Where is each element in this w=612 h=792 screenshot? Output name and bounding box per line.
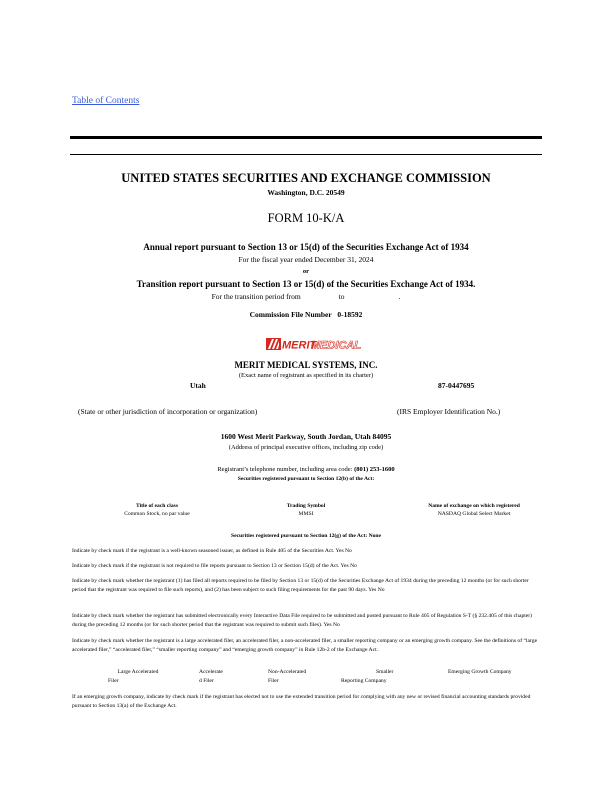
phone-number: (801) 253-1600 <box>354 466 395 473</box>
agency-location: Washington, D.C. 20549 <box>267 188 345 197</box>
sec12b-cell-exchange: NASDAQ Global Select Market <box>437 511 511 517</box>
option-non-accelerated-line1: Non-Accelerated <box>268 669 307 675</box>
transition-to-label: to <box>338 292 345 301</box>
sec12b-heading: Securities registered pursuant to Section 12(b) of the Act: <box>237 476 375 482</box>
sec12b-cell-symbol: MMSI <box>298 511 314 517</box>
state-caption: (State or other jurisdiction of incorporation or organization) <box>78 407 258 416</box>
agency-title: UNITED STATES SECURITIES AND EXCHANGE COMMISSION <box>121 171 491 185</box>
option-emerging-growth: Emerging Growth Company <box>448 669 512 675</box>
divider-thin <box>70 154 542 155</box>
check-filed-reports: Indicate by check mark whether the registrant (1) has filed all reports required to be filed by Section 13 or 15(d) of the Securities Exchange Act of 1934 during the preceding 12 months (or for such shorter period that the registrant was required to file such reports), and (2) has been subject to such filing requirements for the past 90 days. Yes No <box>72 578 529 594</box>
transition-end: . <box>398 292 401 301</box>
transition-period-line <box>0 292 612 301</box>
commission-file-number: 0-18592 <box>337 310 363 319</box>
registrant-name-caption: (Exact name of registrant as specified in its charter) <box>238 372 374 379</box>
phone-label: Registrant’s telephone number, including area code: <box>217 466 353 473</box>
check-not-required: Indicate by check mark if the registrant is not required to file reports pursuant to Section 13 or Section 15(d) of the Act. Yes No <box>72 563 357 569</box>
or-text: or <box>302 268 310 275</box>
sec12b-col-symbol: Trading Symbol <box>286 503 326 509</box>
option-large-accelerated <box>108 668 168 677</box>
divider-thick <box>70 136 542 139</box>
check-seasoned-issuer: Indicate by check mark if the registrant is a well-known seasoned issuer, as defined in Rule 405 of the Securities Act. Yes No <box>72 548 352 554</box>
ein-caption: (IRS Employer Identification No.) <box>397 407 501 416</box>
option-accelerated-line1: Accelerate <box>199 669 223 675</box>
option-smaller-line1: Smaller <box>376 669 394 675</box>
transition-from-label: For the transition period from <box>211 292 301 301</box>
logo-text-outline: MEDICAL <box>311 339 362 352</box>
annual-report-line: Annual report pursuant to Section 13 or 15(d) of the Securities Exchange Act of 1934 <box>143 242 469 252</box>
table-of-contents-link[interactable]: Table of Contents <box>72 96 140 106</box>
sec12b-col-title: Title of each class <box>136 503 178 509</box>
sec12b-cell-title: Common Stock, no par value <box>124 511 190 517</box>
commission-file-line <box>0 310 612 319</box>
commission-file-label: Commission File Number <box>249 310 332 319</box>
option-large-line1: Large Accelerated <box>117 669 159 675</box>
logo-text-bold: MERIT <box>282 339 317 352</box>
option-large-line2: Filer <box>108 678 119 684</box>
logo-mark-icon <box>266 338 281 350</box>
check-filer-type: Indicate by check mark whether the registrant is a large accelerated filer, an accelerated filer, a non-accelerated filer, a smaller reporting company or an emerging growth company. See the definitions of “large accelerated filer,” “accelerated filer,” “smaller reporting company” and “emerging growth company” in Rule 12b-2 of the Exchange Act. <box>72 638 538 654</box>
address-caption: (Address of principal executive offices, including zip code) <box>228 444 384 451</box>
sec12b-col-exchange: Name of exchange on which registered <box>428 503 520 509</box>
check-interactive-data: Indicate by check mark whether the registrant has submitted electronically every Interactive Data File required to be submitted and posted pursuant to Rule 405 of Regulation S-T (§ 232.405 of this chapter) during the preceding 12 months (or for such shorter period that the registrant was required to submit such files). Yes No <box>72 613 533 629</box>
check-emerging-growth: If an emerging growth company, indicate by check mark if the registrant has elected not to use the extended transition period for complying with any new or revised financial accounting standards provided pursuant to Section 13(a) of the Exchange Act. <box>72 694 531 710</box>
form-title: FORM 10-K/A <box>267 211 345 225</box>
ein-value: 87-0447695 <box>438 381 475 390</box>
address-value: 1600 West Merit Parkway, South Jordan, Utah 84095 <box>220 432 392 441</box>
fiscal-year-line: For the fiscal year ended December 31, 2024 <box>238 255 374 264</box>
registrant-name: MERIT MEDICAL SYSTEMS, INC. <box>234 360 378 370</box>
transition-report-line: Transition report pursuant to Section 13 or 15(d) of the Securities Exchange Act of 1934. <box>136 279 476 289</box>
option-accelerated-line2: d Filer <box>199 678 214 684</box>
option-smaller-line2: Reporting Company <box>341 678 387 684</box>
phone-line <box>0 466 612 473</box>
sec12g-heading: Securities registered pursuant to Section 12(g) of the Act: None <box>230 533 382 539</box>
option-non-accelerated-line2: Filer <box>268 678 279 684</box>
state-value: Utah <box>190 381 206 390</box>
merit-medical-logo <box>266 337 362 352</box>
